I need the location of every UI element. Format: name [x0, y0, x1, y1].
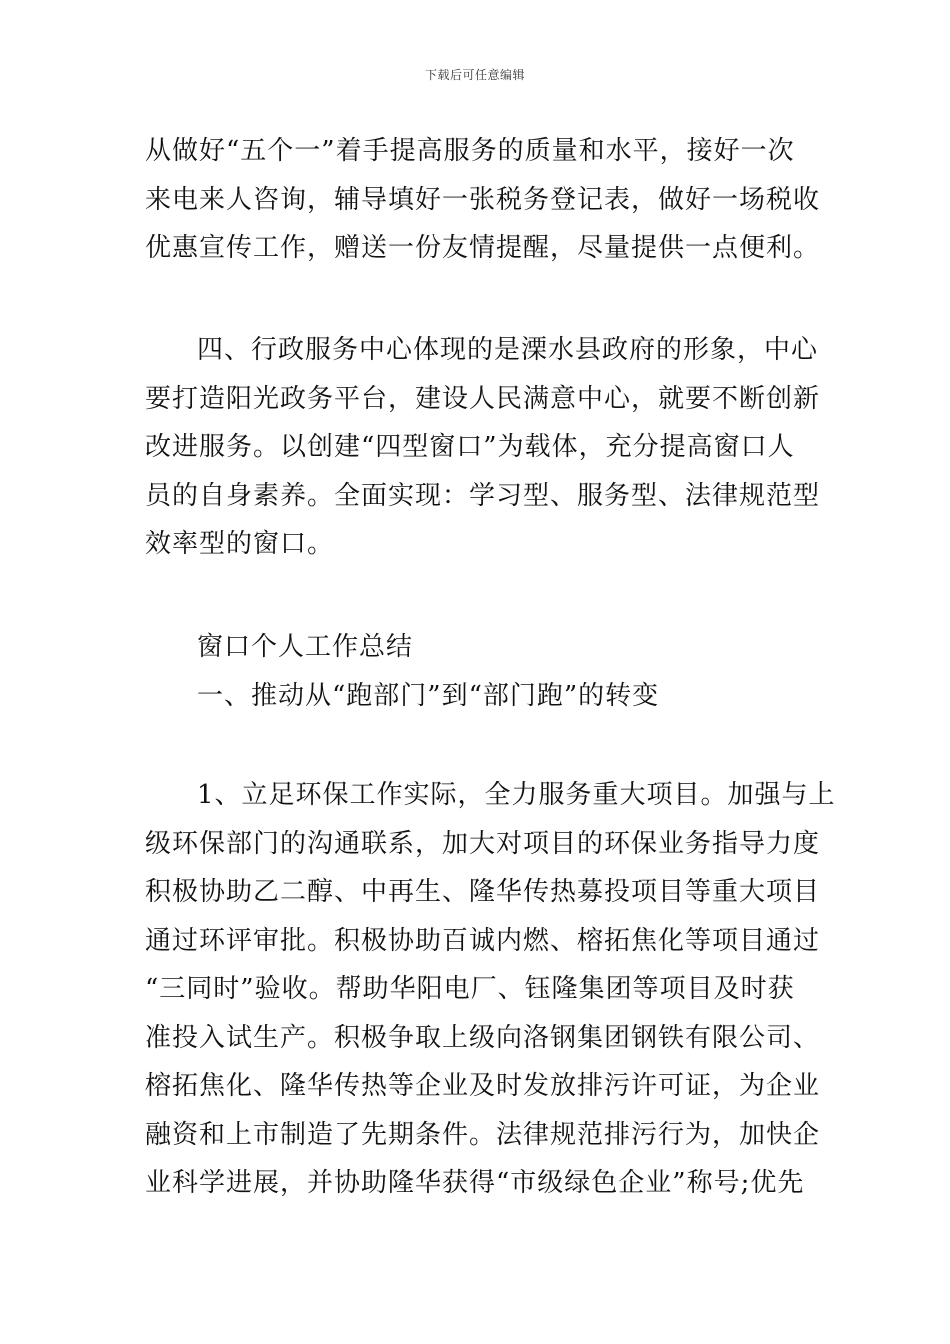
- text-line: 优惠宣传工作，赠送一份友情提醒，尽量提供一点便利。: [145, 233, 821, 263]
- section-heading: [145, 623, 810, 720]
- section-title: 窗口个人工作总结: [197, 632, 414, 662]
- text-line: 要打造阳光政务平台，建设人民满意中心，就要不断创新: [145, 383, 821, 414]
- text-line: 四、行政服务中心体现的是溧水县政府的形象，中心: [197, 335, 819, 365]
- text-line: 改进服务。以创建“四型窗口”为载体，充分提高窗口人: [145, 432, 795, 462]
- paragraph-2: [145, 326, 821, 569]
- text-line: 从做好“五个一”着手提高服务的质量和水平，接好一次: [145, 136, 795, 166]
- text-line: 业科学进展，并协助隆华获得“市级绿色企业”称号;优先: [145, 1168, 805, 1198]
- text-line: 员的自身素养。全面实现：学习型、服务型、法律规范型: [145, 480, 821, 511]
- text-line: 榕拓焦化、隆华传热等企业及时发放排污许可证，为企业: [145, 1071, 821, 1101]
- text-line: 融资和上市制造了先期条件。法律规范排污行为，加快企: [145, 1119, 821, 1150]
- text-line: 来电来人咨询，辅导填好一张税务登记表，做好一场税收: [145, 184, 821, 215]
- text-line: 1、立足环保工作实际，全力服务重大项目。加强与上: [197, 780, 836, 810]
- section-subtitle: 一、推动从“跑部门”到“部门跑”的转变: [197, 680, 660, 711]
- paragraph-1: [145, 127, 821, 273]
- text-line: 通过环评审批。积极协助百诚内燃、榕拓焦化等项目通过: [145, 925, 821, 956]
- paragraph-3: [145, 771, 836, 1208]
- text-line: 效率型的窗口。: [145, 529, 335, 559]
- text-line: 准投入试生产。积极争取上级向洛钢集团钢铁有限公司、: [145, 1022, 821, 1053]
- text-line: “三同时”验收。帮助华阳电厂、钰隆集团等项目及时获: [145, 974, 795, 1004]
- page-header: 下载后可任意编辑: [424, 68, 525, 82]
- text-line: 积极协助乙二醇、中再生、隆华传热募投项目等重大项目: [145, 877, 821, 907]
- text-line: 级环保部门的沟通联系，加大对项目的环保业务指导力度: [145, 828, 821, 859]
